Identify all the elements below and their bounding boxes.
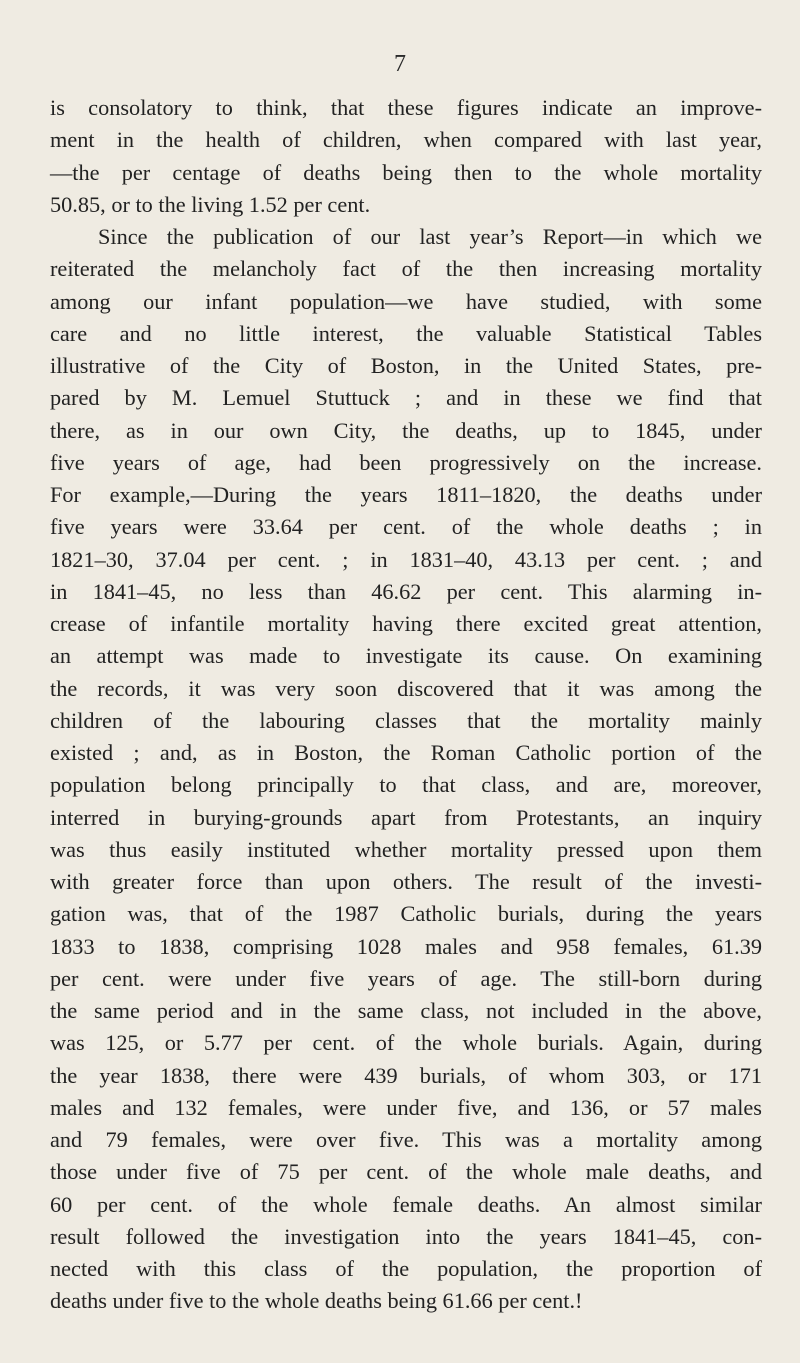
body-text — [50, 92, 762, 1318]
text-line: population belong principally to that class, and are, moreover, — [50, 772, 762, 798]
text-line: existed ; and, as in Boston, the Roman Catholic portion of the — [50, 740, 762, 765]
text-line: 1821–30, 37.04 per cent. ; in 1831–40, 43.13 per cent. ; and — [50, 546, 762, 572]
text-line: in 1841–45, no less than 46.62 per cent. This alarming in- — [50, 578, 762, 604]
text-line: result followed the investigation into the years 1841–45, con- — [50, 1223, 762, 1249]
text-line: care and no little interest, the valuable Statistical Tables — [50, 320, 762, 346]
text-line: was 125, or 5.77 per cent. of the whole burials. Again, during — [50, 1030, 762, 1056]
text-line: with greater force than upon others. The result of the investi- — [50, 869, 762, 894]
text-line: ment in the health of children, when compared with last year, — [50, 127, 762, 153]
text-line: was thus easily instituted whether mortality pressed upon them — [50, 836, 762, 862]
text-line: children of the labouring classes that the mortality mainly — [50, 707, 762, 733]
text-line: an attempt was made to investigate its cause. On examining — [50, 643, 762, 669]
text-line: —the per centage of deaths being then to the whole mortality — [50, 159, 762, 185]
text-line: For example,—During the years 1811–1820, the deaths under — [50, 482, 762, 507]
text-line: 50.85, or to the living 1.52 per cent. — [50, 191, 371, 217]
text-line: the same period and in the same class, not included in the above, — [50, 998, 762, 1023]
text-line: Since the publication of our last year’s Report—in which we — [98, 224, 762, 249]
text-line: the records, it was very soon discovered that it was among the — [50, 675, 762, 701]
text-line: interred in burying-grounds apart from Protestants, an inquiry — [50, 804, 762, 830]
text-line: and 79 females, were over five. This was a mortality among — [50, 1127, 762, 1152]
text-line: five years were 33.64 per cent. of the whole deaths ; in — [50, 514, 762, 540]
text-line: pared by M. Lemuel Stuttuck ; and in these we find that — [50, 385, 762, 411]
text-line: there, as in our own City, the deaths, up to 1845, under — [50, 417, 762, 443]
text-line: crease of infantile mortality having there excited great attention, — [50, 611, 762, 636]
text-line: the year 1838, there were 439 burials, of whom 303, or 171 — [50, 1062, 762, 1088]
text-line: among our infant population—we have studied, with some — [50, 288, 762, 314]
text-line: nected with this class of the population, the proportion of — [50, 1256, 762, 1281]
text-line: those under five of 75 per cent. of the whole male deaths, and — [50, 1159, 762, 1185]
text-line: is consolatory to think, that these figures indicate an improve- — [50, 95, 762, 120]
text-line: males and 132 females, were under five, and 136, or 57 males — [50, 1094, 762, 1120]
text-line: deaths under five to the whole deaths being 61.66 per cent.! — [50, 1288, 583, 1314]
page-number: 7 — [394, 51, 406, 77]
text-line: gation was, that of the 1987 Catholic burials, during the years — [50, 901, 762, 927]
text-line: illustrative of the City of Boston, in the United States, pre- — [50, 353, 762, 378]
text-line: five years of age, had been progressively on the increase. — [50, 449, 762, 475]
text-line: reiterated the melancholy fact of the then increasing mortality — [50, 256, 762, 282]
text-line: 1833 to 1838, comprising 1028 males and 958 females, 61.39 — [50, 933, 762, 959]
text-line: per cent. were under five years of age. The still-born during — [50, 965, 762, 991]
text-line: 60 per cent. of the whole female deaths. An almost similar — [50, 1191, 762, 1217]
